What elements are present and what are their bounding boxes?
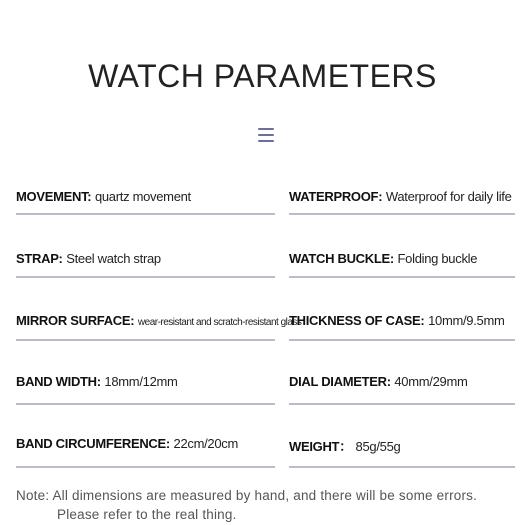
- row-divider: [16, 339, 275, 341]
- spec-label: DIAL DIAMETER:: [289, 374, 391, 389]
- spec-row: [16, 436, 516, 456]
- spec-label: WATERPROOF:: [289, 189, 383, 204]
- spec-value: 40mm/29mm: [394, 374, 468, 389]
- spec-value: 85g/55g: [355, 439, 401, 454]
- spec-movement: [16, 189, 191, 204]
- spec-weight: [289, 436, 400, 455]
- row-divider: [289, 403, 515, 405]
- spec-label: STRAP:: [16, 251, 63, 266]
- spec-watch-buckle: [289, 251, 477, 266]
- spec-band-circumference: [16, 436, 238, 451]
- spec-label: BAND CIRCUMFERENCE:: [16, 436, 170, 451]
- spec-band-width: [16, 374, 178, 389]
- spec-mirror-surface: [16, 313, 301, 328]
- spec-row: [16, 189, 516, 209]
- spec-label: THICKNESS OF CASE:: [289, 313, 425, 328]
- measurement-note: [16, 486, 521, 524]
- spec-row: [16, 374, 516, 394]
- spec-value: Steel watch strap: [66, 251, 161, 266]
- spec-thickness-of-case: [289, 313, 505, 328]
- row-divider: [16, 276, 275, 278]
- spec-row: [16, 313, 516, 333]
- spec-waterproof: [289, 189, 512, 204]
- row-divider: [16, 213, 275, 215]
- row-divider: [289, 339, 515, 341]
- note-line-1: Note: All dimensions are measured by hand, and there will be some errors.: [16, 488, 478, 503]
- spec-strap: [16, 251, 161, 266]
- spec-label: MIRROR SURFACE:: [16, 313, 135, 328]
- page-title: WATCH PARAMETERS: [88, 58, 437, 94]
- spec-value: wear-resistant and scratch-resistant glass: [137, 317, 302, 328]
- row-divider: [16, 466, 275, 468]
- spec-value: 18mm/12mm: [104, 374, 178, 389]
- spec-row: [16, 251, 516, 271]
- spec-value: Waterproof for daily life: [385, 189, 512, 204]
- spec-label: MOVEMENT:: [16, 189, 92, 204]
- row-divider: [16, 403, 275, 405]
- spec-dial-diameter: [289, 374, 468, 389]
- spec-label: WATCH BUCKLE:: [289, 251, 394, 266]
- hamburger-menu-icon: [258, 128, 274, 142]
- spec-value: Folding buckle: [397, 251, 478, 266]
- row-divider: [289, 213, 515, 215]
- note-line-2: Please refer to the real thing.: [57, 507, 237, 522]
- spec-label: WEIGHT：: [289, 439, 352, 454]
- spec-value: 10mm/9.5mm: [428, 313, 505, 328]
- row-divider: [289, 276, 515, 278]
- spec-value: quartz movement: [94, 189, 191, 204]
- row-divider: [289, 466, 515, 468]
- spec-label: BAND WIDTH:: [16, 374, 101, 389]
- spec-value: 22cm/20cm: [173, 436, 239, 451]
